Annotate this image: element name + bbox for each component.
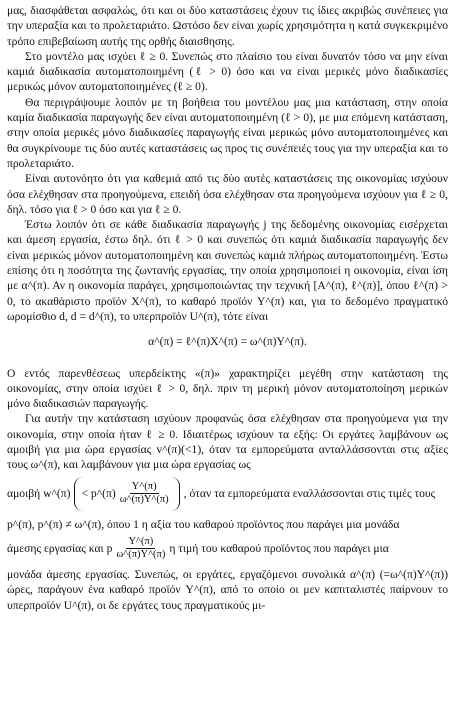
price-formula-fraction — [114, 536, 167, 561]
wage-formula-fraction — [118, 481, 171, 506]
price-formula-lead: άμεσης εργασίας και p — [7, 541, 113, 555]
paragraph-assumption: Έστω λοιπόν ότι σε κάθε διαδικασία παραγωγής j της δεδομένης οικονομίας εισέρχεται και άμεση εργασία, έστω δηλ. ότι ℓ > 0 και συνεπώς ότι καμιά διαδικασία παραγωγής δεν είναι μερικώς μόνον αυτοματοποιημένη και συνεπώς καμιά πλήρως αυτοματοποιημένη. Έστω επίσης ότι η ποσότητα της ζωντανής εργασίας, την οποία χρησιμοποιεί η οικονομία, είναι ίση με α^(π). Αν η οικονομία παράγει, χρησιμοποιώντας την τεχνική [A^(π), ℓ^(π)], όπου ℓ^(π) > 0, το ακαθάριστο προϊόν X^(π), το καθαρό προϊόν Y^(π) και, για το δεδομένο πραγματικό ωρομίσθιο d, d = d^(π), το υπερπροϊόν U^(π), τότε είναι — [7, 218, 448, 323]
fraction-numerator: Y^(π) — [131, 481, 157, 493]
paragraph-wages: Για αυτήν την κατάσταση ισχύουν προφανώς όσα ελέχθησαν στα προηγούμενα για την οικονομία, στην οποία ήταν ℓ ≥ 0. Ιδιαιτέρως ισχύουν τα εξής: Οι εργάτες λαμβάνουν ως αμοιβή για μια ώρα εργασίας v^(π)(<1), όταν τα εμπορεύματα ανταλλάσσονται στις αξίες τους ω^(π), και λαμβάνουν για μια ώρα εργασίας ως — [7, 412, 448, 472]
paragraph-superscript-note: Ο εντός παρενθέσεως υπερδείκτης «(π)» χαρακτηρίζει μεγέθη στην κατάσταση της οικονομίας, στην οποία ισχύει ℓ > 0, δηλ. πριν τη μερική μόνον αυτοματοποίηση μερικών μόνο διαδικασιών παραγωγής. — [7, 366, 448, 411]
fraction-numerator: Y^(π) — [128, 535, 154, 547]
wage-formula-line — [7, 477, 448, 511]
wage-formula-lt: < p^(π) — [81, 486, 116, 500]
fraction-denominator: ω^(π)Y^(π) — [119, 494, 169, 506]
wage-formula-paren — [74, 477, 179, 511]
paragraph-model: Στο μοντέλο μας ισχύει ℓ ≥ 0. Συνεπώς στο πλαίσιο του είναι δυνατόν τόσο να μην είναι καμιά διαδικασία αυτοματοποιημένη (ℓ > 0) όσο και να είναι μερικές μόνο διαδικασίες μερικώς μόνον αυτοματοποιημένες (ℓ ≥ 0). — [7, 49, 448, 94]
wage-formula-lead: αμοιβή w^(π) — [7, 486, 71, 500]
paragraph-conclusion: μονάδα άμεσης εργασίας. Συνεπώς, οι εργάτες, εργαζόμενοι συνολικά α^(π) (=ω^(π)Y^(π)) ώρες, παράγουν ένα καθαρό προϊόν Y^(π), από το οποίο οι μεν καπιταλιστές παίρνουν το υπερπροϊόν U^(π), οι δε εργάτες τους πραγματικούς μι- — [7, 567, 448, 612]
price-formula-tail: η τιμή του καθαρού προϊόντος που παράγει μια — [169, 541, 389, 555]
equation-labour: α^(π) = ℓ^(π)X^(π) = ω^(π)Y^(π). — [148, 335, 307, 349]
paragraph-intro: μας, διασφάθεται ασφαλώς, ότι και οι δύο καταστάσεις έχουν τις ίδιες ακριβώς συνέπειες για την υπεραξία και το προλεταριάτο. Ωστόσο δεν είναι χωρίς χρησιμότητα η κατά συγκεκριμένο τρόπο επιβεβαίωση αυτής της ορθής διαισθησης. — [7, 4, 448, 48]
wage-formula-tail: , όταν τα εμπορεύματα εναλλάσσονται στις τιμές τους — [183, 486, 436, 500]
paragraph-prices: p^(π), p^(π) ≠ ω^(π), όπου 1 η αξία του καθαρού προϊόντος που παράγει μια μονάδα — [7, 517, 400, 531]
price-formula-line — [7, 536, 448, 561]
paragraph-self-evident: Είναι αυτονόητο ότι για καθεμιά από τις δύο αυτές καταστάσεις της οικονομίας ισχύουν όσα ελέχθησαν στα προηγούμενα, επειδή όσα ελέχθησαν στα προηγούμενα ισχύουν για ℓ ≥ 0, δηλ. τόσο για ℓ > 0 όσο και για ℓ ≥ 0. — [7, 172, 448, 216]
fraction-denominator: ω^(π)Y^(π) — [116, 548, 166, 560]
paragraph-description: Θα περιγράψουμε λοιπόν με τη βοήθεια του μοντέλου μας μια κατάσταση, στην οποία καμία διαδικασία παραγωγής δεν είναι αυτοματοποιημένη (ℓ > 0), με μια επόμενη κατάσταση, στην οποία μερικές μόνο διαδικασίες παραγωγής είναι μερικώς μόνο αυτοματοποιημένες και θα συγκρίνουμε τις δύο αυτές καταστάσεις ως προς τις συνέπειές τους για την υπεραξία και το προλεταριάτο. — [7, 95, 448, 170]
